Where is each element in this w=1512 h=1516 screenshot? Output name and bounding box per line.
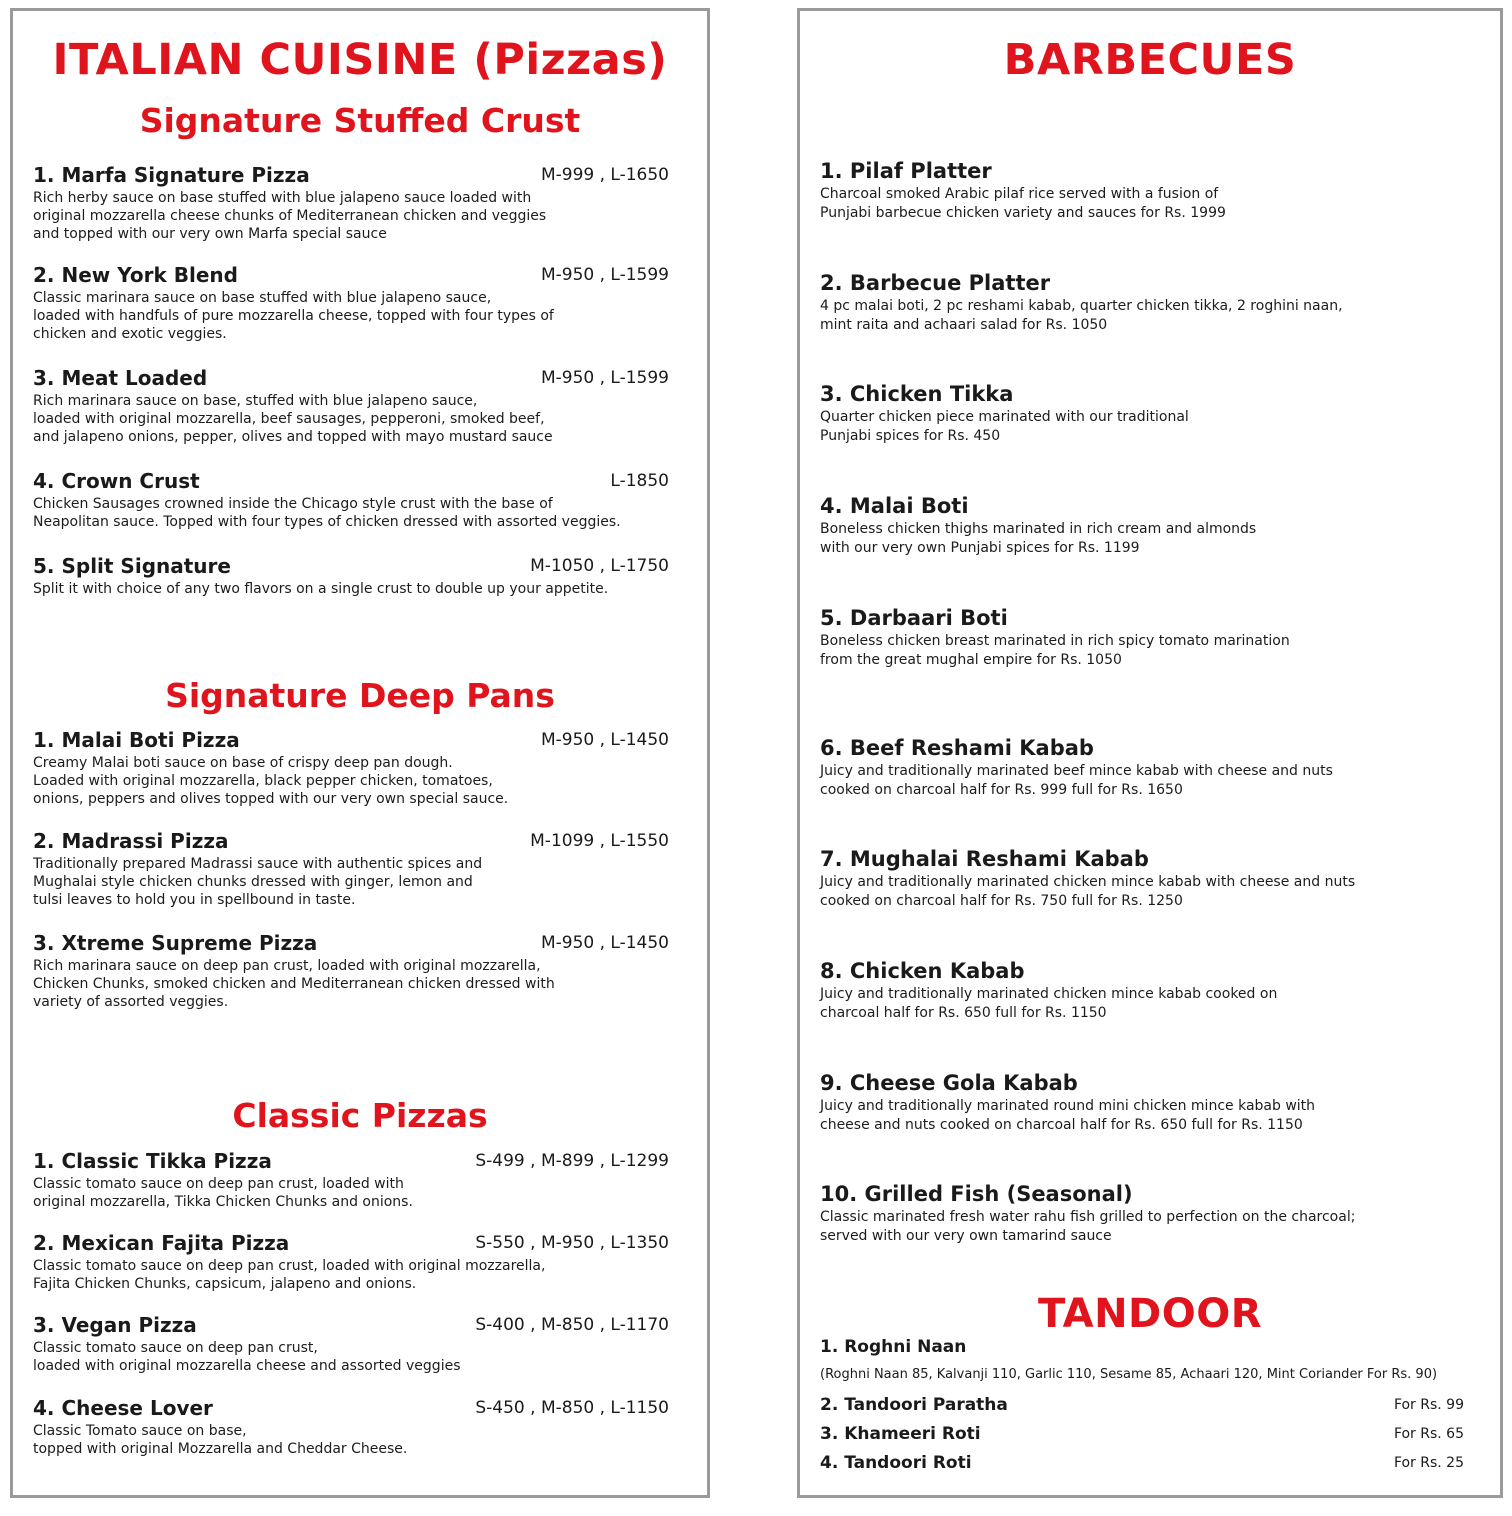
item-name: 3. Vegan Pizza <box>33 1313 197 1337</box>
item-name: 5. Split Signature <box>33 554 231 578</box>
item-name: 2. Madrassi Pizza <box>33 829 229 853</box>
section-heading-classic-pizzas: Classic Pizzas <box>232 1096 488 1135</box>
item-name: 3. Chicken Tikka <box>820 382 1014 406</box>
section-heading-stuffed-crust: Signature Stuffed Crust <box>139 101 581 140</box>
item-name: 10. Grilled Fish (Seasonal) <box>820 1182 1133 1206</box>
item-description: Classic tomato sauce on deep pan crust, loaded with original mozzarella cheese and assorted veggies <box>33 1340 461 1374</box>
barbecues-title: BARBECUES <box>1003 35 1297 85</box>
item-name: 4. Crown Crust <box>33 469 200 493</box>
item-price: M-1050 , L-1750 <box>530 556 669 576</box>
item-description: Charcoal smoked Arabic pilaf rice served with a fusion of Punjabi barbecue chicken variety and sauces for Rs. 1999 <box>820 186 1226 221</box>
tandoor-note: (Roghni Naan 85, Kalvanji 110, Garlic 110, Sesame 85, Achaari 120, Mint Coriander For Rs. 90) <box>820 1367 1438 1382</box>
item-price: M-950 , L-1599 <box>540 265 669 285</box>
italian-cuisine-panel <box>10 8 710 1498</box>
item-name: 7. Mughalai Reshami Kabab <box>820 847 1149 871</box>
item-description: Boneless chicken breast marinated in rich spicy tomato marination from the great mughal empire for Rs. 1050 <box>820 633 1290 668</box>
menu-item <box>820 159 1464 223</box>
item-price: S-499 , M-899 , L-1299 <box>475 1151 669 1171</box>
tandoor-item <box>820 1337 1464 1361</box>
menu-item <box>33 1149 669 1211</box>
item-price: M-950 , L-1599 <box>540 368 669 388</box>
item-description: Split it with choice of any two flavors on a single crust to double up your appetite. <box>33 581 609 597</box>
page-title: ITALIAN CUISINE (Pizzas) <box>52 35 668 85</box>
menu-item <box>820 847 1464 911</box>
tandoor-title: TANDOOR <box>1037 1291 1263 1337</box>
item-name: 1. Pilaf Platter <box>820 159 992 183</box>
menu-item <box>820 382 1464 446</box>
item-name: 1. Malai Boti Pizza <box>33 728 240 752</box>
item-name: 2. Mexican Fajita Pizza <box>33 1231 290 1255</box>
item-price: M-950 , L-1450 <box>540 730 669 750</box>
item-description: Rich marinara sauce on deep pan crust, loaded with original mozzarella, Chicken Chunks, smoked chicken and Mediterranean chicken dressed with variety of assorted veggies. <box>33 958 555 1010</box>
menu-item <box>820 1071 1464 1135</box>
item-price: S-400 , M-850 , L-1170 <box>475 1315 669 1335</box>
item-name: 8. Chicken Kabab <box>820 959 1025 983</box>
section-heading-deep-pans: Signature Deep Pans <box>165 676 555 715</box>
menu-item <box>33 829 669 909</box>
item-price: S-550 , M-950 , L-1350 <box>475 1233 669 1253</box>
tandoor-item-price: For Rs. 99 <box>1393 1397 1464 1413</box>
menu-item <box>33 163 669 243</box>
tandoor-item-price: For Rs. 65 <box>1393 1426 1464 1442</box>
barbecues-panel <box>797 8 1503 1498</box>
tandoor-item-name: 1. Roghni Naan <box>820 1337 967 1357</box>
menu-item <box>820 736 1464 800</box>
item-description: Chicken Sausages crowned inside the Chicago style crust with the base of Neapolitan sauce. Topped with four types of chicken dressed with assorted veggies. <box>33 496 621 530</box>
item-description: Traditionally prepared Madrassi sauce with authentic spices and Mughalai style chicken chunks dressed with ginger, lemon and tulsi leaves to hold you in spellbound in taste. <box>33 856 483 908</box>
item-price: M-999 , L-1650 <box>540 165 669 185</box>
tandoor-item <box>820 1424 1464 1448</box>
tandoor-item-name: 2. Tandoori Paratha <box>820 1395 1008 1415</box>
item-name: 3. Xtreme Supreme Pizza <box>33 931 318 955</box>
item-name: 2. New York Blend <box>33 263 238 287</box>
menu-item <box>820 271 1464 335</box>
menu-item <box>33 728 669 808</box>
item-description: Rich marinara sauce on base, stuffed with blue jalapeno sauce, loaded with original mozzarella, beef sausages, pepperoni, smoked beef, and jalapeno onions, pepper, olives and topped with mayo mustard sauce <box>33 393 553 445</box>
item-name: 6. Beef Reshami Kabab <box>820 736 1094 760</box>
item-description: Classic tomato sauce on deep pan crust, loaded with original mozzarella, Tikka Chicken Chunks and onions. <box>33 1176 413 1210</box>
item-description: Juicy and traditionally marinated chicken mince kabab cooked on charcoal half for Rs. 650 full for Rs. 1150 <box>820 986 1278 1021</box>
item-price: M-1099 , L-1550 <box>530 831 669 851</box>
menu-item <box>33 469 669 531</box>
menu-item <box>33 1231 669 1293</box>
item-description: Rich herby sauce on base stuffed with blue jalapeno sauce loaded with original mozzarella cheese chunks of Mediterranean chicken and veggies and topped with our very own Marfa special sauce <box>33 190 547 242</box>
tandoor-item <box>820 1453 1464 1477</box>
tandoor-item-name: 4. Tandoori Roti <box>820 1453 972 1473</box>
item-name: 4. Malai Boti <box>820 494 969 518</box>
item-name: 2. Barbecue Platter <box>820 271 1051 295</box>
tandoor-item-name: 3. Khameeri Roti <box>820 1424 981 1444</box>
item-description: Creamy Malai boti sauce on base of crispy deep pan dough. Loaded with original mozzarella, black pepper chicken, tomatoes, onions, peppers and olives topped with our very own special sauce. <box>33 755 509 807</box>
menu-item <box>33 1313 669 1375</box>
item-name: 1. Marfa Signature Pizza <box>33 163 310 187</box>
item-price: L-1850 <box>610 471 669 491</box>
menu-item <box>33 1396 669 1458</box>
menu-item <box>33 263 669 343</box>
item-name: 3. Meat Loaded <box>33 366 208 390</box>
item-description: Boneless chicken thighs marinated in rich cream and almonds with our very own Punjabi spices for Rs. 1199 <box>820 521 1257 556</box>
item-name: 1. Classic Tikka Pizza <box>33 1149 272 1173</box>
item-description: Classic Tomato sauce on base, topped with original Mozzarella and Cheddar Cheese. <box>33 1423 408 1457</box>
item-name: 4. Cheese Lover <box>33 1396 213 1420</box>
menu-item <box>33 931 669 1011</box>
menu-item <box>820 494 1464 558</box>
tandoor-item-price: For Rs. 25 <box>1393 1455 1464 1471</box>
item-description: Classic marinated fresh water rahu fish grilled to perfection on the charcoal; served with our very own tamarind sauce <box>820 1209 1356 1244</box>
item-description: Juicy and traditionally marinated chicken mince kabab with cheese and nuts cooked on charcoal half for Rs. 750 full for Rs. 1250 <box>820 874 1356 909</box>
item-price: S-450 , M-850 , L-1150 <box>475 1398 669 1418</box>
item-name: 9. Cheese Gola Kabab <box>820 1071 1078 1095</box>
item-description: 4 pc malai boti, 2 pc reshami kabab, quarter chicken tikka, 2 roghini naan, mint raita and achaari salad for Rs. 1050 <box>820 298 1343 333</box>
menu-item <box>820 606 1464 670</box>
tandoor-item <box>820 1395 1464 1419</box>
item-name: 5. Darbaari Boti <box>820 606 1008 630</box>
item-description: Classic tomato sauce on deep pan crust, loaded with original mozzarella, Fajita Chicken Chunks, capsicum, jalapeno and onions. <box>33 1258 546 1292</box>
item-price: M-950 , L-1450 <box>540 933 669 953</box>
menu-item <box>33 554 669 598</box>
item-description: Classic marinara sauce on base stuffed with blue jalapeno sauce, loaded with handfuls of pure mozzarella cheese, topped with four types of chicken and exotic veggies. <box>33 290 554 342</box>
menu-item <box>820 959 1464 1023</box>
menu-item <box>820 1182 1464 1246</box>
item-description: Juicy and traditionally marinated round mini chicken mince kabab with cheese and nuts cooked on charcoal half for Rs. 650 full for Rs. 1150 <box>820 1098 1316 1133</box>
item-description: Juicy and traditionally marinated beef mince kabab with cheese and nuts cooked on charcoal half for Rs. 999 full for Rs. 1650 <box>820 763 1333 798</box>
item-description: Quarter chicken piece marinated with our traditional Punjabi spices for Rs. 450 <box>820 409 1189 444</box>
menu-item <box>33 366 669 446</box>
